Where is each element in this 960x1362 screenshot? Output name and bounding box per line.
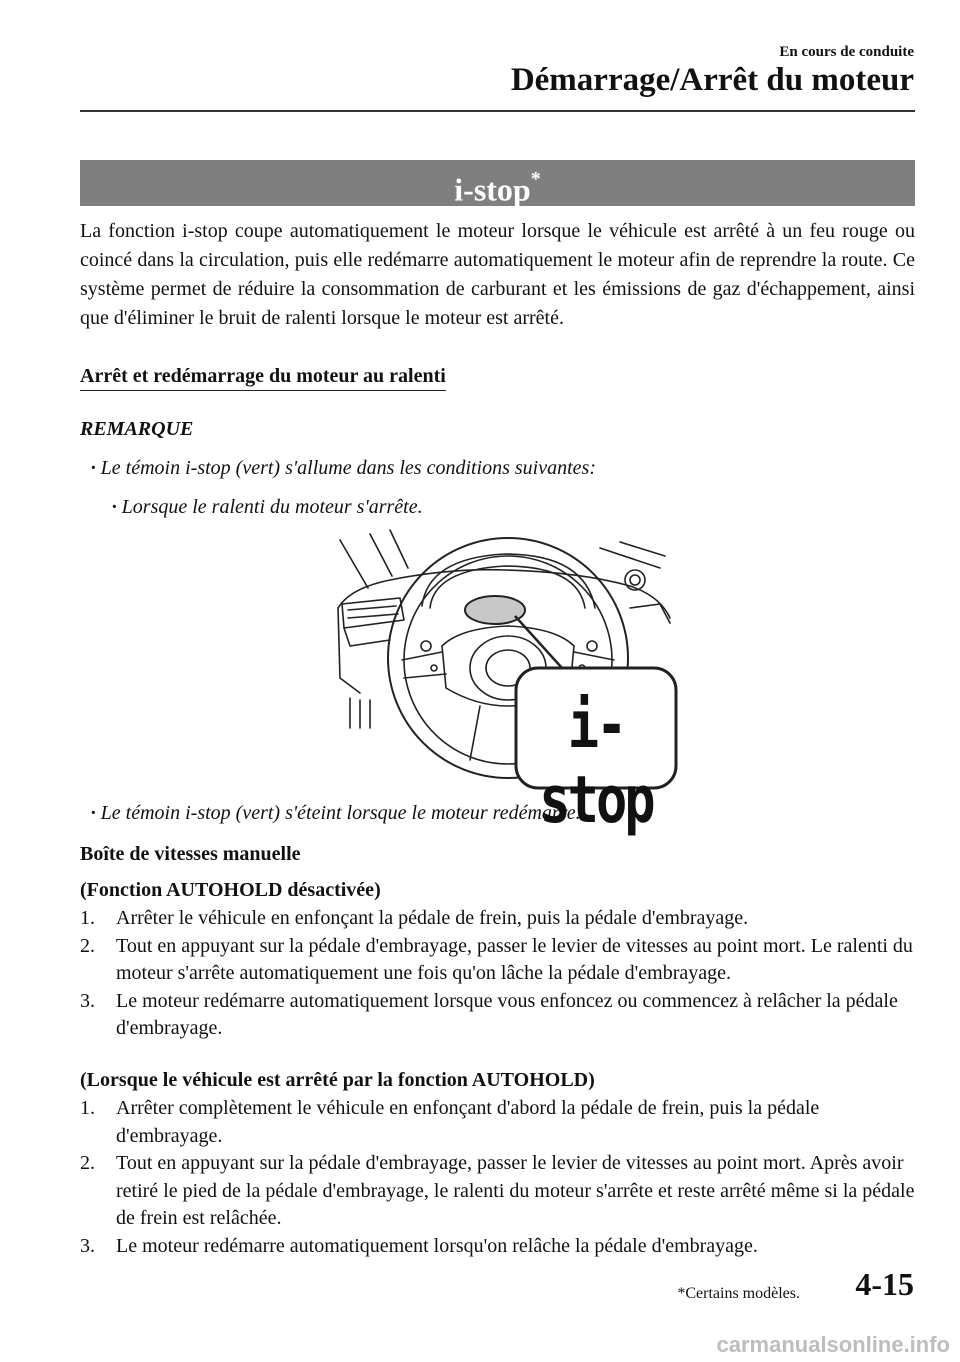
intro-paragraph: La fonction i-stop coupe automatiquement le moteur lorsque le véhicule est arrêté à un feu rouge ou coincé dans la circulation, puis elle redémarre automatiquement le moteur afin de reprendre la route. Ce système permet de réduire la consommation de carburant et les émissions de gaz d'échappement, ainsi que d'éliminer le bruit de ralenti lorsque le moteur est arrêté. (80, 220, 915, 329)
note-title: REMARQUE (80, 418, 194, 440)
bullet-dot: · (90, 457, 97, 479)
footnote: *Certains modèles. (677, 1285, 800, 1302)
note-bullet-1a-text: Lorsque le ralenti du moteur s'arrête. (121, 496, 423, 518)
section-banner (80, 160, 915, 206)
header-divider (80, 110, 915, 112)
group2-steps (80, 1095, 920, 1260)
bullet-dot: · (111, 496, 118, 518)
manual-transmission-heading: Boîte de vitesses manuelle (80, 843, 301, 865)
group2-heading: (Lorsque le véhicule est arrêté par la fonction AUTOHOLD) (80, 1069, 595, 1091)
step-text: Arrêter complètement le véhicule en enfonçant d'abord la pédale de frein, puis la pédale d'embrayage. (116, 1097, 820, 1147)
step-number: 2. (80, 934, 95, 957)
group1-heading: (Fonction AUTOHOLD désactivée) (80, 879, 381, 901)
list-item (80, 1233, 920, 1261)
list-item (80, 988, 920, 1043)
subheading: Arrêt et redémarrage du moteur au ralenti (80, 365, 446, 391)
note-bullet-1-text: Le témoin i-stop (vert) s'allume dans les conditions suivantes: (100, 457, 596, 479)
step-text: Tout en appuyant sur la pédale d'embrayage, passer le levier de vitesses au point mort. Après avoir retiré le pied de la pédale d'embrayage, le ralenti du moteur s'arrête et reste arrêté même si la pédale de frein est relâchée. (116, 1152, 915, 1229)
step-text: Tout en appuyant sur la pédale d'embrayage, passer le levier de vitesses au point mort. Le ralenti du moteur s'arrête automatiquement une fois qu'on lâche la pédale d'embrayage. (116, 934, 913, 984)
page-title: Démarrage/Arrêt du moteur (510, 62, 914, 98)
banner-asterisk: * (530, 168, 541, 190)
list-item (80, 1095, 920, 1150)
banner-title: i-stop (454, 171, 531, 208)
step-number: 1. (80, 907, 95, 929)
i-stop-indicator-label: i-stop (539, 688, 653, 838)
step-number: 3. (80, 1234, 95, 1257)
step-text: Le moteur redémarre automatiquement lorsque vous enfoncez ou commencez à relâcher la pédale d'embrayage. (116, 989, 898, 1039)
note-bullet-1a (111, 496, 423, 519)
watermark: carmanualsonline.info (716, 1332, 950, 1357)
note-bullet-1 (90, 457, 596, 480)
bullet-dot: · (90, 802, 97, 824)
step-text: Arrêter le véhicule en enfonçant la pédale de frein, puis la pédale d'embrayage. (116, 907, 749, 929)
note-bullet-2 (90, 802, 581, 825)
step-number: 1. (80, 1097, 95, 1119)
list-item (80, 1150, 920, 1233)
section-label: En cours de conduite (779, 44, 914, 60)
list-item (80, 905, 920, 933)
page-number: 4-15 (855, 1266, 914, 1302)
group1-steps (80, 905, 920, 1043)
step-number: 3. (80, 989, 95, 1012)
list-item (80, 933, 920, 988)
step-text: Le moteur redémarre automatiquement lorsqu'on relâche la pédale d'embrayage. (116, 1234, 758, 1257)
step-number: 2. (80, 1152, 95, 1174)
note-bullet-2-text: Le témoin i-stop (vert) s'éteint lorsque le moteur redémarre. (100, 802, 581, 824)
